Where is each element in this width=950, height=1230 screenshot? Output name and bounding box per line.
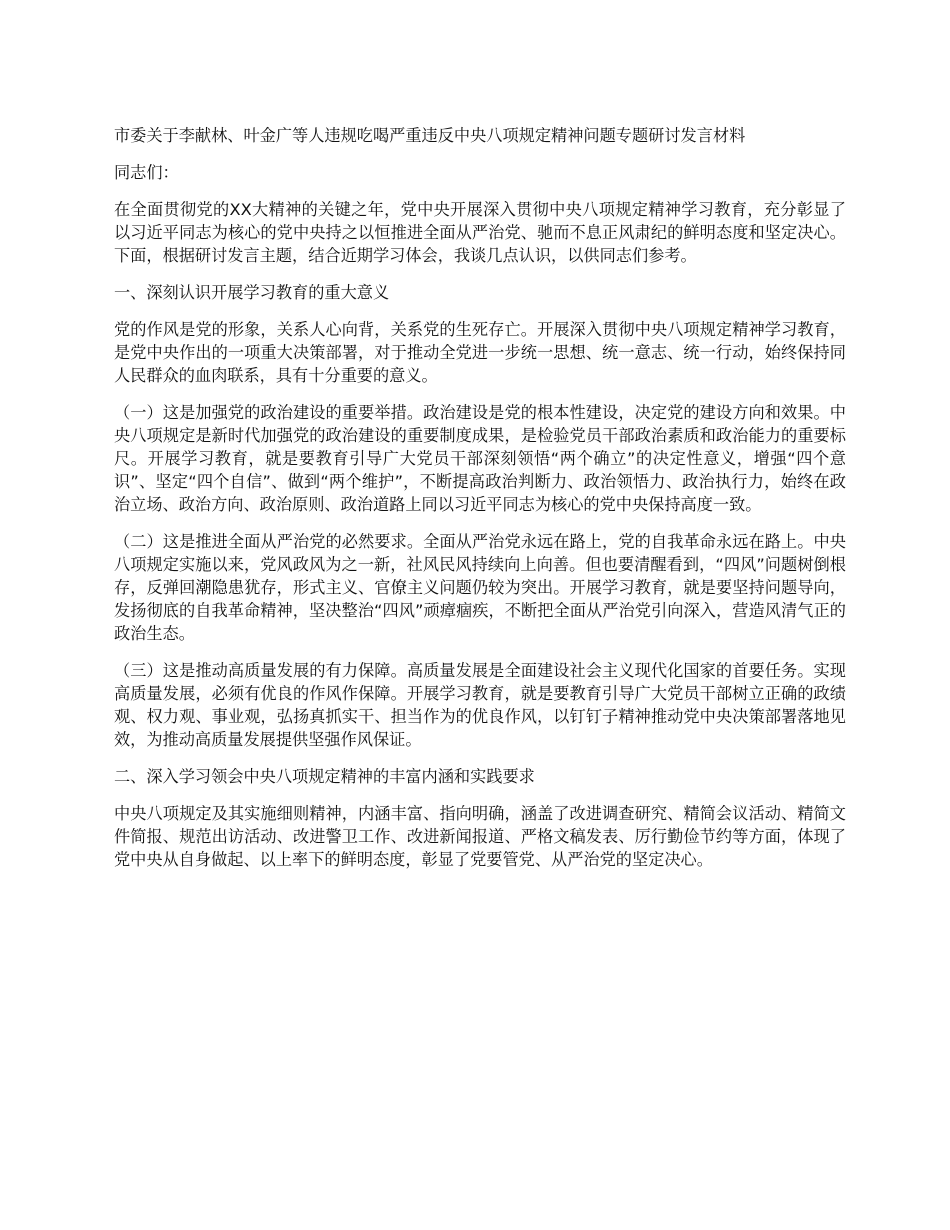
section-2-intro-paragraph: 中央八项规定及其实施细则精神，内涵丰富、指向明确，涵盖了改进调查研究、精简会议活动、精简文件简报、规范出访活动、改进警卫工作、改进新闻报道、严格文稿发表、厉行勤俭节约等方面，体现了党中央从自身做起、以上率下的鲜明态度，彰显了党要管党、从严治党的坚定决心。 [114,804,846,869]
point-3-paragraph: （三）这是推动高质量发展的有力保障。高质量发展是全面建设社会主义现代化国家的首要任务。实现高质量发展，必须有优良的作风作保障。开展学习教育，就是要教育引导广大党员干部树立正确的政绩观、权力观、事业观，弘扬真抓实干、担当作为的优良作风，以钉钉子精神推动党中央决策部署落地见效，为推动高质量发展提供坚强作风保证。 [114,661,846,749]
section-2-heading: 二、深入学习领会中央八项规定精神的丰富内涵和实践要求 [114,767,535,786]
document-body [114,124,846,885]
point-2-paragraph: （二）这是推进全面从严治党的必然要求。全面从严治党永远在路上，党的自我革命永远在路上。中央八项规定实施以来，党风政风为之一新，社风民风持续向上向善。但也要清醒看到，“四风”问题树倒根存，反弹回潮隐患犹存，形式主义、官僚主义问题仍较为突出。开展学习教育，就是要坚持问题导向，发扬彻底的自我革命精神，坚决整治“四风”顽瘴痼疾，不断把全面从严治党引向深入，营造风清气正的政治生态。 [114,532,846,643]
intro-paragraph: 在全面贯彻党的XX大精神的关键之年，党中央开展深入贯彻中央八项规定精神学习教育，充分彰显了以习近平同志为核心的党中央持之以恒推进全面从严治党、驰而不息正风肃纪的鲜明态度和坚定决心。下面，根据研讨发言主题，结合近期学习体会，我谈几点认识，以供同志们参考。 [114,200,846,265]
section-1-heading: 一、深刻认识开展学习教育的重大意义 [114,283,390,302]
section-1-intro-paragraph: 党的作风是党的形象，关系人心向背，关系党的生死存亡。开展深入贯彻中央八项规定精神学习教育，是党中央作出的一项重大决策部署，对于推动全党进一步统一思想、统一意志、统一行动，始终保持同人民群众的血肉联系，具有十分重要的意义。 [114,320,846,385]
document-title: 市委关于李献林、叶金广等人违规吃喝严重违反中央八项规定精神问题专题研讨发言材料 [114,126,746,145]
salutation: 同志们： [114,163,179,182]
point-1-paragraph: （一）这是加强党的政治建设的重要举措。政治建设是党的根本性建设，决定党的建设方向和效果。中央八项规定是新时代加强党的政治建设的重要制度成果，是检验党员干部政治素质和政治能力的重要标尺。开展学习教育，就是要教育引导广大党员干部深刻领悟“两个确立”的决定性意义，增强“四个意识”、坚定“四个自信”、做到“两个维护”，不断提高政治判断力、政治领悟力、政治执行力，始终在政治立场、政治方向、政治原则、政治道路上同以习近平同志为核心的党中央保持高度一致。 [114,403,846,514]
